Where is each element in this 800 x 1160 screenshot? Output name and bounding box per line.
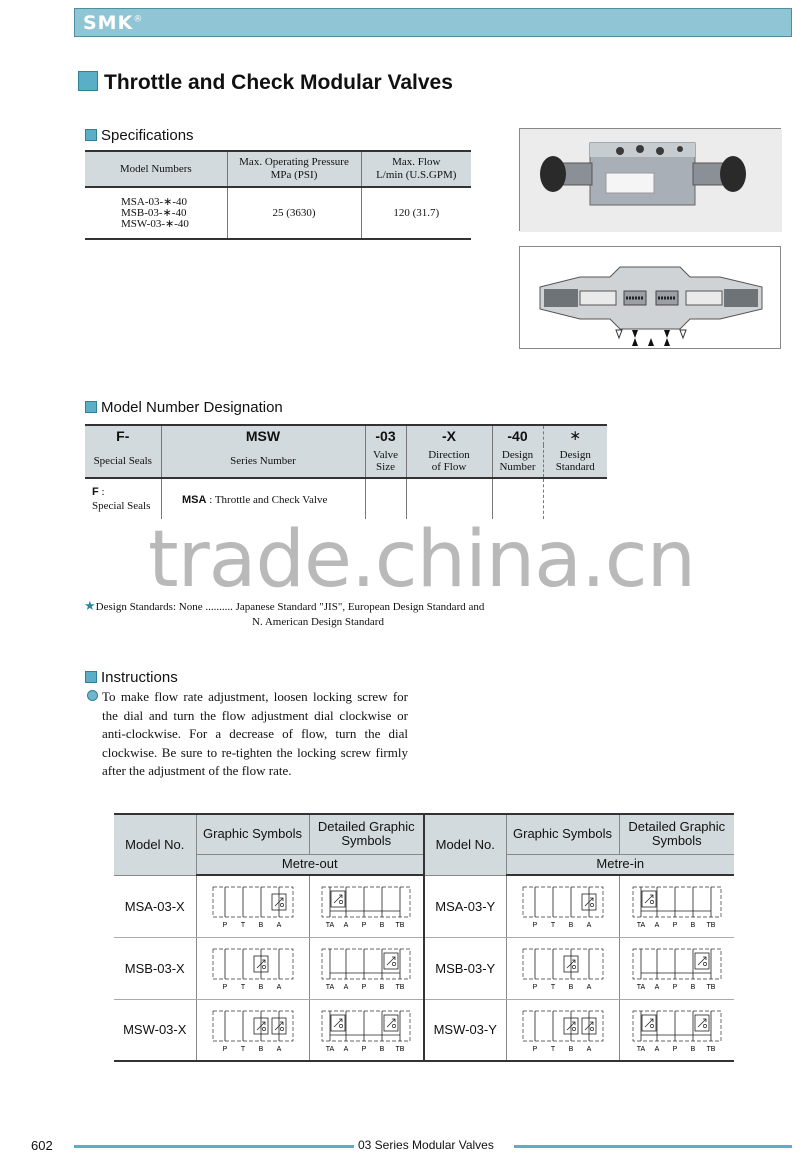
port-label: B <box>258 1045 263 1053</box>
port-label: A <box>343 922 349 930</box>
port-label: TB <box>706 984 716 991</box>
divider <box>406 479 407 519</box>
port-label: B <box>690 922 696 930</box>
port-label: TA <box>326 1045 335 1053</box>
page-title: Throttle and Check Modular Valves <box>78 71 453 95</box>
port-label: T <box>550 922 555 930</box>
port-label: A <box>343 1045 349 1053</box>
port-label: B <box>568 984 573 991</box>
footer-rule-left <box>74 1145 354 1148</box>
port-label: T <box>240 984 245 991</box>
port-label: TB <box>395 922 405 930</box>
port-label: B <box>568 1045 573 1053</box>
label-design-standard: Design Standard <box>543 445 607 478</box>
series-option-msa: MSA : Throttle and Check Valve <box>182 494 328 506</box>
port-label: P <box>532 1045 537 1053</box>
valve-section-diagram <box>519 246 781 349</box>
graphic-symbol-drawing <box>513 881 613 931</box>
label-design-number: Design Number <box>492 445 543 478</box>
port-label: A <box>276 984 281 991</box>
model-cell: MSW-03-Y <box>424 999 506 1061</box>
port-label: A <box>586 922 591 930</box>
port-label: T <box>550 1045 555 1053</box>
detailed-symbol-drawing <box>316 881 416 931</box>
port-label: TA <box>636 922 645 930</box>
valve-photo-drawing <box>520 129 782 232</box>
graphic-symbol <box>196 999 309 1061</box>
port-label: P <box>361 1045 367 1053</box>
port-label: A <box>586 1045 591 1053</box>
graphic-symbol <box>506 937 619 999</box>
detailed-symbol-drawing <box>316 943 416 993</box>
label-series: Series Number <box>161 445 365 478</box>
graphic-symbols-table <box>114 813 734 1062</box>
valve-section-drawing <box>520 247 782 350</box>
header-metre-in: Metre-in <box>506 854 734 875</box>
footer-series-label: 03 Series Modular Valves <box>358 1138 494 1152</box>
port-label: TA <box>326 922 335 930</box>
port-label: P <box>672 922 678 930</box>
graphic-symbol-drawing <box>203 943 303 993</box>
section-square-icon <box>85 671 97 683</box>
port-label: TB <box>706 1045 716 1053</box>
port-label: B <box>379 1045 385 1053</box>
section-title-designation: Model Number Designation <box>85 399 283 416</box>
detailed-symbol <box>309 875 424 937</box>
code-design-standard: ∗ <box>543 425 607 445</box>
label-special-seals: Special Seals <box>85 445 161 478</box>
instructions-text: To make flow rate adjustment, loosen locking screw for the dial and turn the flow adjustment dial clockwise or anti-clockwise. For a decrease of flow, turn the dial clockwise. Be sure to re-tighten the locking screw firmly after the adjustment of the flow rate. <box>102 689 408 779</box>
star-icon: ★ <box>84 598 96 613</box>
port-label: P <box>361 922 367 930</box>
port-label: P <box>222 1045 227 1053</box>
port-label: P <box>672 1045 678 1053</box>
header-graphic-right: Graphic Symbols <box>506 814 619 854</box>
section-title-specifications: Specifications <box>85 127 194 144</box>
header-detailed-left: Detailed Graphic Symbols <box>309 814 424 854</box>
detailed-symbol-drawing <box>316 1005 416 1055</box>
detailed-symbol <box>619 999 734 1061</box>
graphic-symbol <box>196 875 309 937</box>
port-label: B <box>379 922 385 930</box>
port-label: T <box>240 1045 245 1053</box>
header-metre-out: Metre-out <box>196 854 424 875</box>
code-series: MSW <box>161 425 365 445</box>
section-square-icon <box>85 401 97 413</box>
label-direction: Direction of Flow <box>406 445 492 478</box>
graphic-symbol <box>196 937 309 999</box>
smk-logo: SMK® <box>83 12 144 34</box>
port-label: TB <box>395 1045 405 1053</box>
port-label: T <box>240 922 245 930</box>
port-label: TA <box>326 984 335 991</box>
port-label: B <box>690 1045 696 1053</box>
graphic-symbol-drawing <box>203 1005 303 1055</box>
footer-rule-right <box>514 1145 792 1148</box>
header-graphic-left: Graphic Symbols <box>196 814 309 854</box>
divider <box>161 479 162 519</box>
header-model-no-left: Model No. <box>114 814 196 875</box>
spec-pressure-cell: 25 (3630) <box>227 187 361 239</box>
port-label: T <box>550 984 555 991</box>
code-valve-size: -03 <box>365 425 406 445</box>
detailed-symbol-drawing <box>627 1005 727 1055</box>
detailed-symbol <box>309 999 424 1061</box>
graphic-symbol-drawing <box>513 1005 613 1055</box>
port-label: P <box>361 984 367 991</box>
watermark-text: trade.china.cn <box>148 515 696 605</box>
detailed-symbol <box>309 937 424 999</box>
spec-header-model: Model Numbers <box>85 151 227 187</box>
spec-header-pressure: Max. Operating Pressure MPa (PSI) <box>227 151 361 187</box>
model-cell: MSW-03-X <box>114 999 196 1061</box>
graphic-symbol-drawing <box>203 881 303 931</box>
model-cell: MSA-03-Y <box>424 875 506 937</box>
spec-flow-cell: 120 (31.7) <box>361 187 471 239</box>
port-label: B <box>258 984 263 991</box>
table-row <box>114 875 734 937</box>
header-detailed-right: Detailed Graphic Symbols <box>619 814 734 854</box>
divider <box>543 479 544 519</box>
label-valve-size: Valve Size <box>365 445 406 478</box>
port-label: TA <box>636 984 645 991</box>
model-cell: MSB-03-Y <box>424 937 506 999</box>
port-label: B <box>258 922 263 930</box>
specifications-table <box>85 150 471 240</box>
detailed-symbol <box>619 875 734 937</box>
port-label: A <box>654 1045 660 1053</box>
port-label: TA <box>636 1045 645 1053</box>
table-row <box>114 999 734 1061</box>
port-label: A <box>586 984 591 991</box>
section-title-instructions: Instructions <box>85 669 178 686</box>
port-label: B <box>379 984 385 991</box>
port-label: P <box>532 922 537 930</box>
model-cell: MSA-03-X <box>114 875 196 937</box>
port-label: TB <box>395 984 405 991</box>
designation-table <box>85 424 607 479</box>
section-square-icon <box>85 129 97 141</box>
port-label: B <box>690 984 696 991</box>
port-label: A <box>276 1045 281 1053</box>
port-label: A <box>276 922 281 930</box>
header-model-no-right: Model No. <box>424 814 506 875</box>
graphic-symbol <box>506 875 619 937</box>
port-label: P <box>222 984 227 991</box>
detailed-symbol <box>619 937 734 999</box>
port-label: A <box>343 984 349 991</box>
table-row <box>114 937 734 999</box>
port-label: P <box>222 922 227 930</box>
port-label: TB <box>706 922 716 930</box>
spec-models-cell: MSA-03-∗-40 MSB-03-∗-40 MSW-03-∗-40 <box>85 187 227 239</box>
port-label: P <box>532 984 537 991</box>
graphic-symbol <box>506 999 619 1061</box>
code-special-seals: F- <box>85 425 161 445</box>
page-number: 602 <box>31 1138 53 1153</box>
detailed-symbol-drawing <box>627 943 727 993</box>
port-label: A <box>654 984 660 991</box>
port-label: B <box>568 922 573 930</box>
graphic-symbol-drawing <box>513 943 613 993</box>
code-direction: -X <box>406 425 492 445</box>
header-bar <box>74 8 792 37</box>
divider <box>365 479 366 519</box>
special-seals-option: F : Special Seals <box>92 486 151 512</box>
port-label: P <box>672 984 678 991</box>
divider <box>492 479 493 519</box>
valve-photo <box>519 128 781 231</box>
title-square-icon <box>78 71 98 91</box>
detailed-symbol-drawing <box>627 881 727 931</box>
code-design-number: -40 <box>492 425 543 445</box>
model-cell: MSB-03-X <box>114 937 196 999</box>
design-standards-note: ★Design Standards: None .......... Japanese Standard "JIS", European Design Standard and N. American Design Standard <box>84 598 485 628</box>
spec-header-flow: Max. Flow L/min (U.S.GPM) <box>361 151 471 187</box>
port-label: A <box>654 922 660 930</box>
